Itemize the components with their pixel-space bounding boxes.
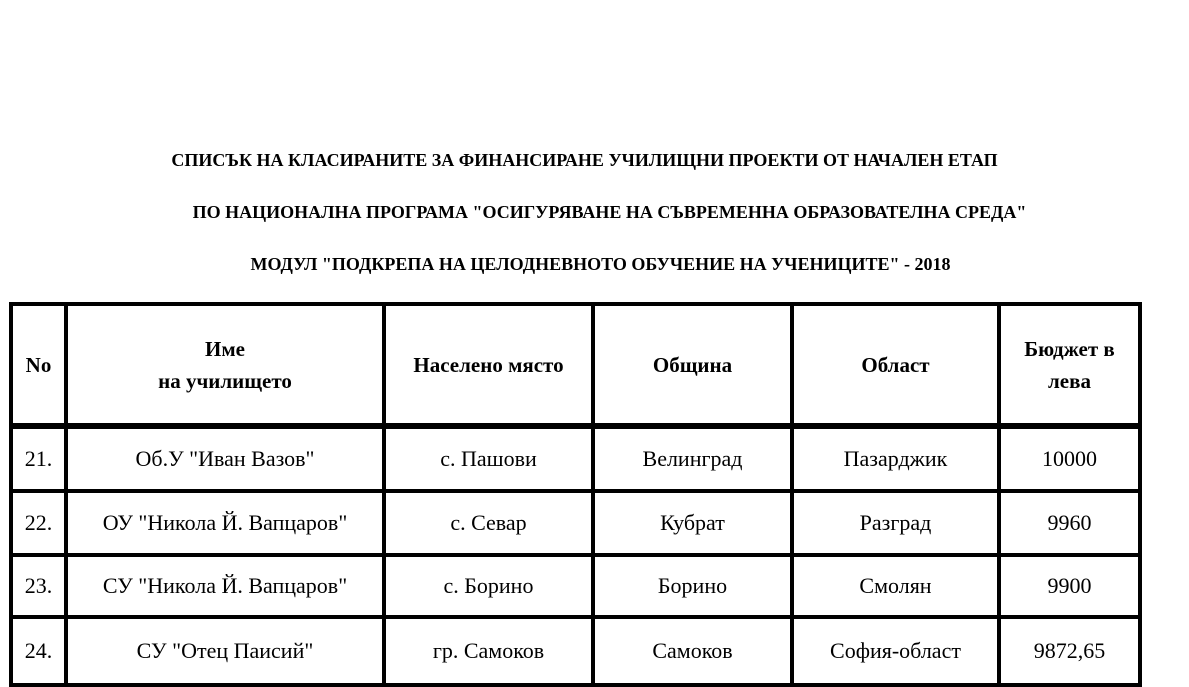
cell-municipality: Самоков bbox=[593, 617, 792, 685]
cell-budget: 9900 bbox=[999, 555, 1140, 617]
header-row bbox=[11, 304, 1140, 425]
cell-budget: 10000 bbox=[999, 427, 1140, 491]
table-row bbox=[11, 617, 1140, 685]
cell-place: с. Борино bbox=[384, 555, 593, 617]
cell-municipality: Кубрат bbox=[593, 491, 792, 555]
cell-no: 22. bbox=[11, 491, 66, 555]
column-header-school-name bbox=[66, 304, 384, 425]
cell-region: Смолян bbox=[792, 555, 999, 617]
cell-municipality: Велинград bbox=[593, 427, 792, 491]
document-title-line-1: СПИСЪК НА КЛАСИРАНИТЕ ЗА ФИНАНСИРАНЕ УЧИЛИЩНИ ПРОЕКТИ ОТ НАЧАЛЕН ЕТАП bbox=[171, 150, 998, 170]
cell-no: 23. bbox=[11, 555, 66, 617]
table-header bbox=[9, 302, 1142, 427]
cell-school-name: СУ "Отец Паисий" bbox=[66, 617, 384, 685]
document-title-line-3: МОДУЛ "ПОДКРЕПА НА ЦЕЛОДНЕВНОТО ОБУЧЕНИЕ НА УЧЕНИЦИТЕ" - 2018 bbox=[250, 254, 951, 274]
cell-region: Разград bbox=[792, 491, 999, 555]
table-body bbox=[9, 425, 1142, 687]
column-header-budget-line2: лева bbox=[1048, 368, 1091, 393]
cell-no: 21. bbox=[11, 427, 66, 491]
column-header-school-name-line2: на училището bbox=[158, 368, 292, 393]
cell-place: с. Севар bbox=[384, 491, 593, 555]
column-header-place: Населено място bbox=[384, 304, 593, 425]
table-row bbox=[11, 555, 1140, 617]
column-header-municipality: Община bbox=[593, 304, 792, 425]
cell-budget: 9872,65 bbox=[999, 617, 1140, 685]
cell-school-name: Об.У "Иван Вазов" bbox=[66, 427, 384, 491]
cell-region: Пазарджик bbox=[792, 427, 999, 491]
column-header-budget-line1: Бюджет в bbox=[1024, 336, 1115, 361]
document-title-line-2: ПО НАЦИОНАЛНА ПРОГРАМА "ОСИГУРЯВАНЕ НА СЪВРЕМЕННА ОБРАЗОВАТЕЛНА СРЕДА" bbox=[192, 202, 1027, 222]
cell-municipality: Борино bbox=[593, 555, 792, 617]
cell-no: 24. bbox=[11, 617, 66, 685]
column-header-budget bbox=[999, 304, 1140, 425]
cell-place: с. Пашови bbox=[384, 427, 593, 491]
cell-region: София-област bbox=[792, 617, 999, 685]
column-header-no: No bbox=[11, 304, 66, 425]
cell-school-name: СУ "Никола Й. Вапцаров" bbox=[66, 555, 384, 617]
cell-place: гр. Самоков bbox=[384, 617, 593, 685]
cell-budget: 9960 bbox=[999, 491, 1140, 555]
table-row bbox=[11, 491, 1140, 555]
column-header-region: Област bbox=[792, 304, 999, 425]
table-row bbox=[11, 427, 1140, 491]
cell-school-name: ОУ "Никола Й. Вапцаров" bbox=[66, 491, 384, 555]
column-header-school-name-line1: Име bbox=[205, 336, 245, 361]
